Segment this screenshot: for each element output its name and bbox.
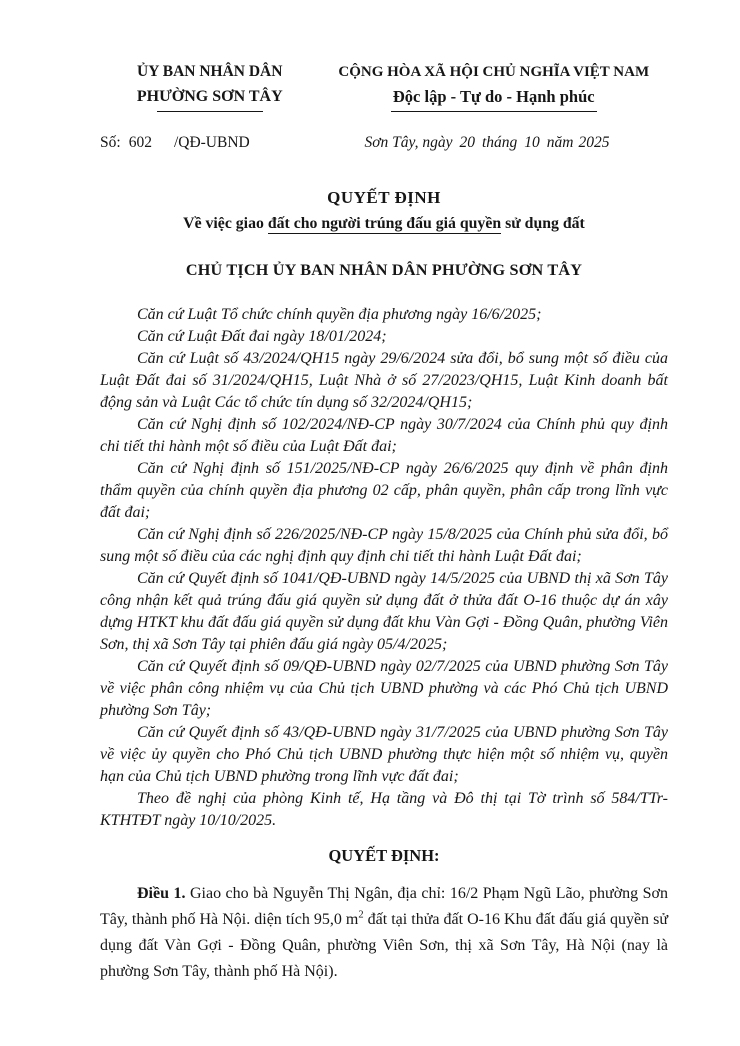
title-block [100,188,668,233]
national-title: CỘNG HÒA XÃ HỘI CHỦ NGHĨA VIỆT NAM [338,64,650,80]
recital-paragraph: Căn cứ Nghị định số 151/2025/NĐ-CP ngày 26/6/2025 quy định về phân định thẩm quyền của chính quyền địa phương 02 cấp, phân quyền, phân cấp trong lĩnh vực đất đai; [100,460,668,521]
issuing-agency-block [100,60,320,112]
agency-name: PHƯỜNG SƠN TÂY [136,88,283,105]
recital-paragraph: Căn cứ Quyết định số 1041/QĐ-UBND ngày 14/5/2025 của UBND thị xã Sơn Tây công nhận kết quả trúng đấu giá quyền sử dụng đất ở thửa đất O-16 thuộc dự án xây dựng HTKT khu đất đấu giá quyền sử dụng đất khu Vàn Gợi - Đồng Quân, phường Viên Sơn, thị xã Sơn Tây tại phiên đấu giá ngày 05/4/2025; [100,570,668,653]
recital-paragraph: Căn cứ Nghị định số 226/2025/NĐ-CP ngày 15/8/2025 của Chính phủ sửa đổi, bổ sung một số điều của các nghị định quy định chi tiết thi hành Luật Đất đai; [100,526,668,565]
year-label: năm [546,134,574,151]
month-label: tháng [481,134,518,151]
national-motto-block [320,60,669,112]
agency-underline-rule [157,111,263,112]
recital-paragraph: Căn cứ Nghị định số 102/2024/NĐ-CP ngày 30/7/2024 của Chính phủ quy định chi tiết thi hành một số điều của Luật Đất đai; [100,416,668,455]
article-1-body-pre: Giao cho bà Nguyễn Thị Ngân, địa chỉ: 16/2 Phạm Ngũ Lão, phường Sơn Tây, thành phố Hà Nội. diện tích 95,0 m [100,885,669,928]
article-1 [100,881,668,985]
article-1-label: Điều 1. [137,885,186,902]
year-value: 2025 [578,134,610,151]
article-1-body-post: đất tại thửa đất O-16 Khu đất đấu giá quyền sử dụng đất Vàn Gợi - Đồng Quân, phường Viên Sơn, thị xã Sơn Tây, Hà Nội (nay là phường Sơn Tây, thành phố Hà Nội). [100,911,668,980]
recitals-section [100,304,668,832]
document-header [100,60,668,112]
document-number [100,134,250,152]
document-subtitle [100,215,668,233]
recital-paragraph: Căn cứ Luật Tổ chức chính quyền địa phương ngày 16/6/2025; [137,306,542,323]
month-value: 10 [524,134,540,151]
place-date-line [306,134,668,152]
document-number-value: 602 [128,134,152,151]
recital-paragraph: Căn cứ Quyết định số 09/QĐ-UBND ngày 02/7/2025 của UBND phường Sơn Tây về việc phân công nhiệm vụ của Chủ tịch UBND phường và các Phó Chủ tịch UBND phường Sơn Tây; [100,658,668,719]
meta-row [100,134,668,152]
recital-paragraph: Căn cứ Luật Đất đai ngày 18/01/2024; [137,328,387,345]
national-motto: Độc lập - Tự do - Hạnh phúc [391,84,597,112]
document-number-suffix: /QĐ-UBND [173,134,250,151]
day-value: 20 [459,134,475,151]
agency-parent-name: ỦY BAN NHÂN DÂN [137,63,283,80]
subtitle-post: sử dụng đất [501,215,585,232]
recital-paragraph: Căn cứ Quyết định số 43/QĐ-UBND ngày 31/7/2025 của UBND phường Sơn Tây về việc ủy quyền cho Phó Chủ tịch UBND phường thực hiện một số nhiệm vụ, quyền hạn của Chủ tịch UBND phường trong lĩnh vực đất đai; [100,724,668,785]
place-day-label: Sơn Tây, ngày [364,134,453,151]
decision-heading: QUYẾT ĐỊNH: [328,846,440,865]
square-meter-superscript: 2 [358,909,364,921]
recital-paragraph: Theo đề nghị của phòng Kinh tế, Hạ tầng và Đô thị tại Tờ trình số 584/TTr-KTHTĐT ngày 10/10/2025. [100,790,668,829]
document-number-label: Số: [100,134,121,151]
issuer-line: CHỦ TỊCH ỦY BAN NHÂN DÂN PHƯỜNG SƠN TÂY [185,261,583,279]
subtitle-pre: Về việc giao [183,215,268,232]
recital-paragraph: Căn cứ Luật số 43/2024/QH15 ngày 29/6/2024 sửa đổi, bổ sung một số điều của Luật Đất đai số 31/2024/QH15, Luật Nhà ở số 27/2023/QH15, Luật Kinh doanh bất động sản và Luật Các tổ chức tín dụng số 32/2024/QH15; [100,350,668,411]
subtitle-underlined: đất cho người trúng đấu giá quyền [267,215,502,232]
document-title: QUYẾT ĐỊNH [327,188,441,207]
